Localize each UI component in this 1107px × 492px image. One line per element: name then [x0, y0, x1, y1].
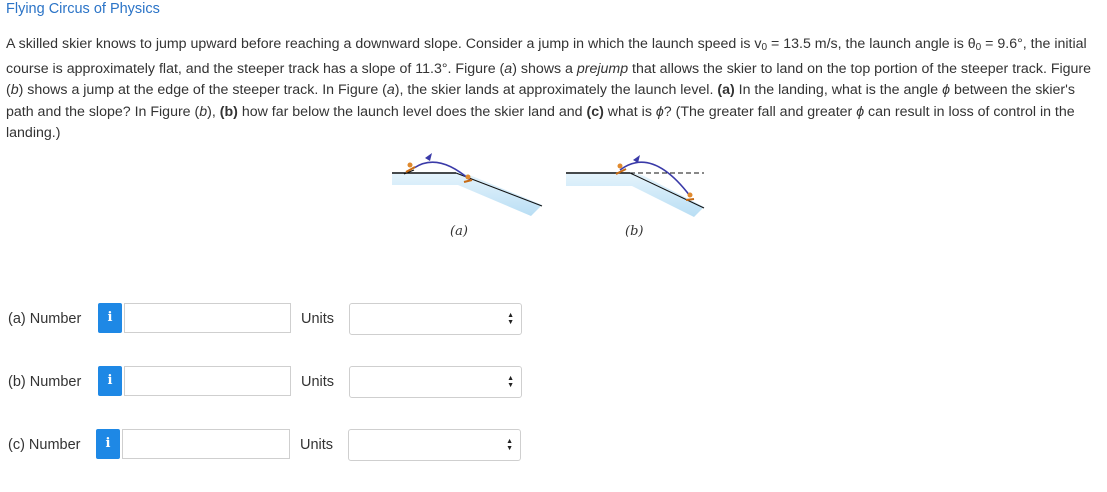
- answer-c-units-label: Units: [300, 437, 334, 453]
- answer-b-info-icon[interactable]: i: [98, 366, 122, 396]
- answer-a-units-label: Units: [301, 311, 335, 327]
- figure-a-caption: (a): [450, 224, 468, 239]
- answer-a-label: (a) Number: [8, 311, 82, 327]
- figure-a: [392, 153, 542, 239]
- answer-a-units-select[interactable]: [349, 303, 522, 335]
- figure-b: [566, 155, 704, 239]
- page-title[interactable]: Flying Circus of Physics: [6, 1, 160, 17]
- answer-a-info-icon[interactable]: i: [98, 303, 122, 333]
- answer-b-units-label: Units: [301, 374, 335, 390]
- select-arrows-icon: ▲ ▼: [507, 375, 514, 389]
- answer-b-units-select[interactable]: [349, 366, 522, 398]
- problem-text: A skilled skier knows to jump upward before reaching a downward slope. Consider a jump in which the launch speed is $v_0 = 13.5$ m/s, the launch angle is $\theta_0 = 9.6^\circ$, the initial course is approximately flat, and the steeper track has a slope of 11.3°. Figure (a) shows a prejump that allows the skier to land on the top portion of the steeper track. Figure (b) shows a jump at the edge of the steeper track. In Figure (a), the skier lands at approximately the launch level. (a) In the landing, what is the angle ϕ between the skier's path and the slope? In Figure (b), (b) how far below the launch level does the skier land and (c) what is ϕ? (The greater fall and greater ϕ can result in loss of control in the landing.): [6, 36, 1092, 142]
- answer-b-label: (b) Number: [8, 374, 82, 390]
- answer-c-label: (c) Number: [8, 437, 81, 453]
- figure-b-slope: [566, 172, 704, 217]
- answer-b-number-input[interactable]: [124, 366, 291, 396]
- answer-c-info-icon[interactable]: i: [96, 429, 120, 459]
- select-arrows-icon: ▲ ▼: [507, 312, 514, 326]
- figure-a-trajectory-arrowhead: [425, 153, 432, 161]
- select-arrows-icon: ▲ ▼: [506, 438, 513, 452]
- answer-a-number-input[interactable]: [124, 303, 291, 333]
- answer-c-units-select[interactable]: [348, 429, 521, 461]
- figure-b-caption: (b): [625, 224, 644, 239]
- answer-c-number-input[interactable]: [122, 429, 290, 459]
